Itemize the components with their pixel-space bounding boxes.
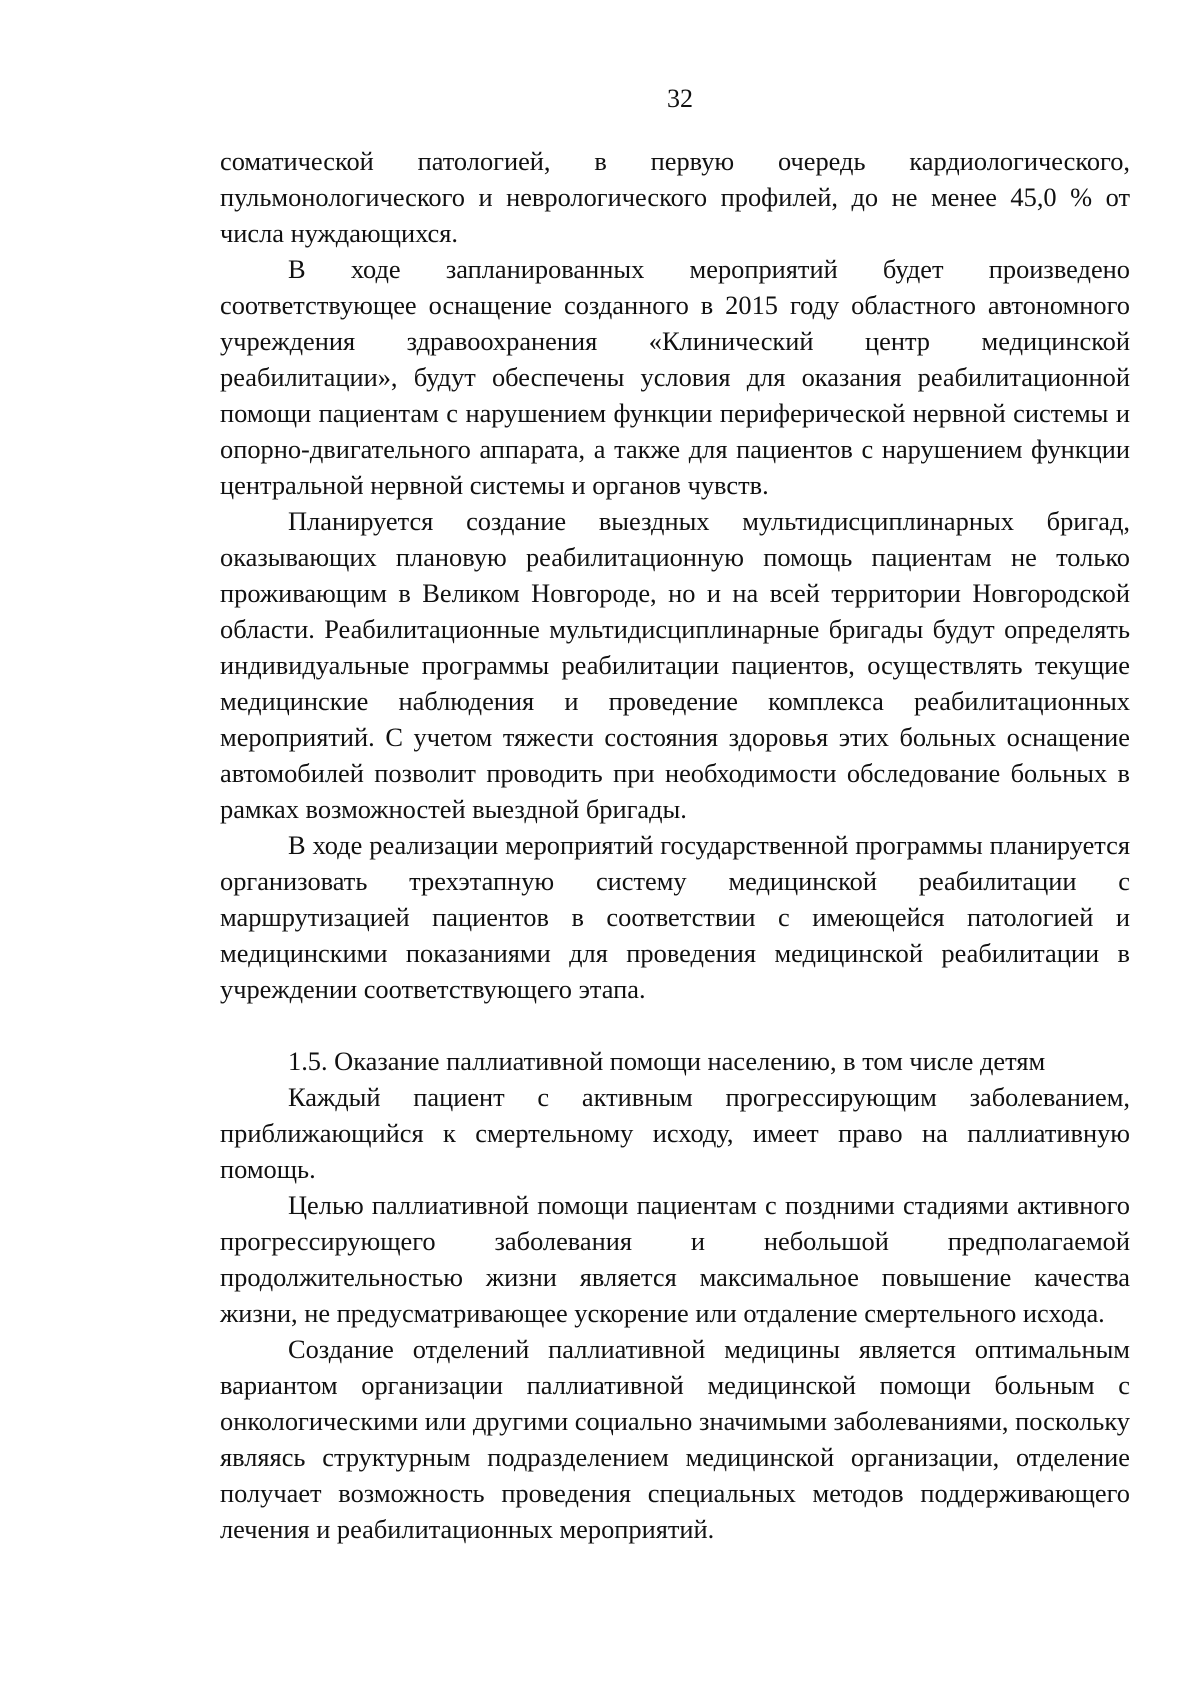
page-number: 32 xyxy=(667,84,693,113)
paragraph-continuation: соматической патологией, в первую очередь кардиологического, пульмонологического и неврологического профилей, до не менее 45,0 % от числа нуждающихся. xyxy=(220,146,1130,248)
section-heading-palliative-care: 1.5. Оказание паллиативной помощи населению, в том числе детям xyxy=(288,1046,1046,1076)
paragraph-rehab-center-equipment: В ходе запланированных мероприятий будет произведено соответствующее оснащение созданного в 2015 году областного автономного учреждения здравоохранения «Клинический центр медицинской реабилитации», будут обеспечены условия для оказания реабилитационной помощи пациентам с нарушением функции периферической нервной системы и опорно-двигательного аппарата, а также для пациентов с нарушением функции центральной нервной системы и органов чувств. xyxy=(220,254,1130,500)
paragraph-right-to-palliative-care: Каждый пациент с активным прогрессирующим заболеванием, приближающийся к смертельному исходу, имеет право на паллиативную помощь. xyxy=(220,1082,1130,1184)
document-body xyxy=(220,143,1130,1547)
paragraph-mobile-teams: Планируется создание выездных мультидисциплинарных бригад, оказывающих плановую реабилитационную помощь пациентам не только проживающим в Великом Новгороде, но и на всей территории Новгородской области. Реабилитационные мультидисциплинарные бригады будут определять индивидуальные программы реабилитации пациентов, осуществлять текущие медицинские наблюдения и проведение комплекса реабилитационных мероприятий. С учетом тяжести состояния здоровья этих больных оснащение автомобилей позволит проводить при необходимости обследование больных в рамках возможностей выездной бригады. xyxy=(220,506,1130,824)
paragraph-palliative-care-goal: Целью паллиативной помощи пациентам с поздними стадиями активного прогрессирующего заболевания и небольшой предполагаемой продолжительностью жизни является максимальное повышение качества жизни, не предусматривающее ускорение или отдаление смертельного исхода. xyxy=(220,1190,1130,1328)
paragraph-three-stage-system: В ходе реализации мероприятий государственной программы планируется организовать трехэтапную систему медицинской реабилитации с маршрутизацией пациентов в соответствии с имеющейся патологией и медицинскими показаниями для проведения медицинской реабилитации в учреждении соответствующего этапа. xyxy=(220,830,1130,1004)
paragraph-palliative-departments: Создание отделений паллиативной медицины является оптимальным вариантом организации паллиативной медицинской помощи больным с онкологическими или другими социально значимыми заболеваниями, поскольку являясь структурным подразделением медицинской организации, отделение получает возможность проведения специальных методов поддерживающего лечения и реабилитационных мероприятий. xyxy=(220,1334,1130,1544)
